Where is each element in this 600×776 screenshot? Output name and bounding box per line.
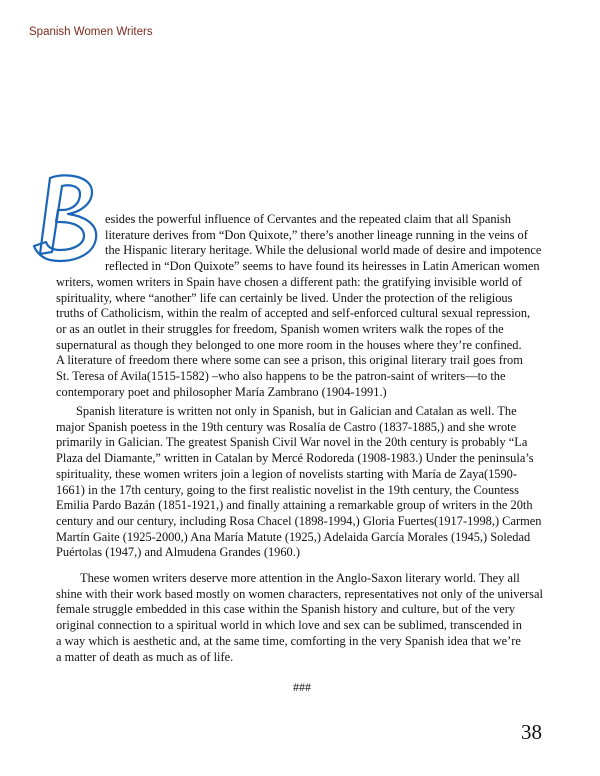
paragraph-1 xyxy=(56,212,556,400)
paragraph-line: Puértolas (1947,) and Almudena Grandes (1960.) xyxy=(56,545,300,560)
paragraph-line: original connection to a spiritual world in which love and sex can be sublimed, transcended in xyxy=(56,618,522,633)
page-number: 38 xyxy=(521,720,542,744)
paragraph-line: spirituality, these women writers join a legion of novelists starting with María de Zaya(1590- xyxy=(56,466,517,481)
paragraph-line: Martín Gaite (1925-2000,) Ana María Matute (1925,) Adelaida García Morales (1945,) Soledad xyxy=(56,529,531,544)
section-separator: ### xyxy=(293,680,311,694)
paragraph-line: writers, women writers in Spain have chosen a different path: the gratifying invisible world of xyxy=(56,274,523,289)
paragraph-line: female struggle embedded in this case within the Spanish history and culture, but of the very xyxy=(56,602,516,617)
paragraph-line: contemporary poet and philosopher María Zambrano (1904-1991.) xyxy=(56,384,387,399)
paragraph-line: A literature of freedom there where some can see a prison, this original literary trail goes from xyxy=(56,353,523,368)
paragraph-line: literature derives from “Don Quixote,” there’s another lineage running in the veins of xyxy=(105,227,528,242)
paragraph-line: 1661) in the 17th century, going to the first realistic novelist in the 19th century, the Countess xyxy=(56,482,519,497)
paragraph-line: or as an outlet in their struggles for freedom, Spanish women writers walk the ropes of the xyxy=(56,321,504,336)
paragraph-line: major Spanish poetess in the 19th century was Rosalía de Castro (1837-1885,) and she wrote xyxy=(56,419,517,434)
paragraph-2 xyxy=(56,404,556,561)
paragraph-line: the Hispanic literary heritage. While the delusional world made of desire and impotence xyxy=(105,243,542,258)
paragraph-line: supernatural as though they belonged to one more room in the houses where they’re confined. xyxy=(56,337,522,352)
paragraph-line: century and our century, including Rosa Chacel (1898-1994,) Gloria Fuertes(1917-1998,) Carmen xyxy=(56,513,542,528)
paragraph-line: St. Teresa of Avila(1515-1582) –who also happens to be the patron-saint of writers—to the xyxy=(56,369,506,384)
paragraph-line: a way which is aesthetic and, at the same time, comforting in the very Spanish idea that we’re xyxy=(56,633,521,648)
paragraph-line: shine with their work based mostly on women characters, representatives not only of the universal xyxy=(56,586,543,601)
paragraph-line: esides the powerful influence of Cervantes and the repeated claim that all Spanish xyxy=(105,212,511,226)
paragraph-line: Spanish literature is written not only in Spanish, but in Galician and Catalan as well. The xyxy=(76,404,517,418)
paragraph-line: reflected in “Don Quixote” seems to have found its heiresses in Latin American women xyxy=(105,259,540,274)
paragraph-line: Plaza del Diamante,” written in Catalan by Mercé Rodoreda (1908-1983.) Under the peninsula’s xyxy=(56,451,534,466)
paragraph-line: Emilia Pardo Bazán (1851-1921,) and finally attaining a remarkable group of writers in the 20th xyxy=(56,498,533,513)
paragraph-line: spirituality, where “another” life can certainly be lived. Under the protection of the religious xyxy=(56,290,513,305)
paragraph-3 xyxy=(56,571,556,665)
paragraph-line: truths of Catholicism, within the realm of accepted and self-enforced cultural sexual repression, xyxy=(56,306,531,321)
running-header: Spanish Women Writers xyxy=(29,26,153,38)
paragraph-line: primarily in Galician. The greatest Spanish Civil War novel in the 20th century is probably “La xyxy=(56,435,528,450)
paragraph-line: a matter of death as much as of life. xyxy=(56,649,234,664)
paragraph-line: These women writers deserve more attention in the Anglo-Saxon literary world. They all xyxy=(80,571,520,585)
